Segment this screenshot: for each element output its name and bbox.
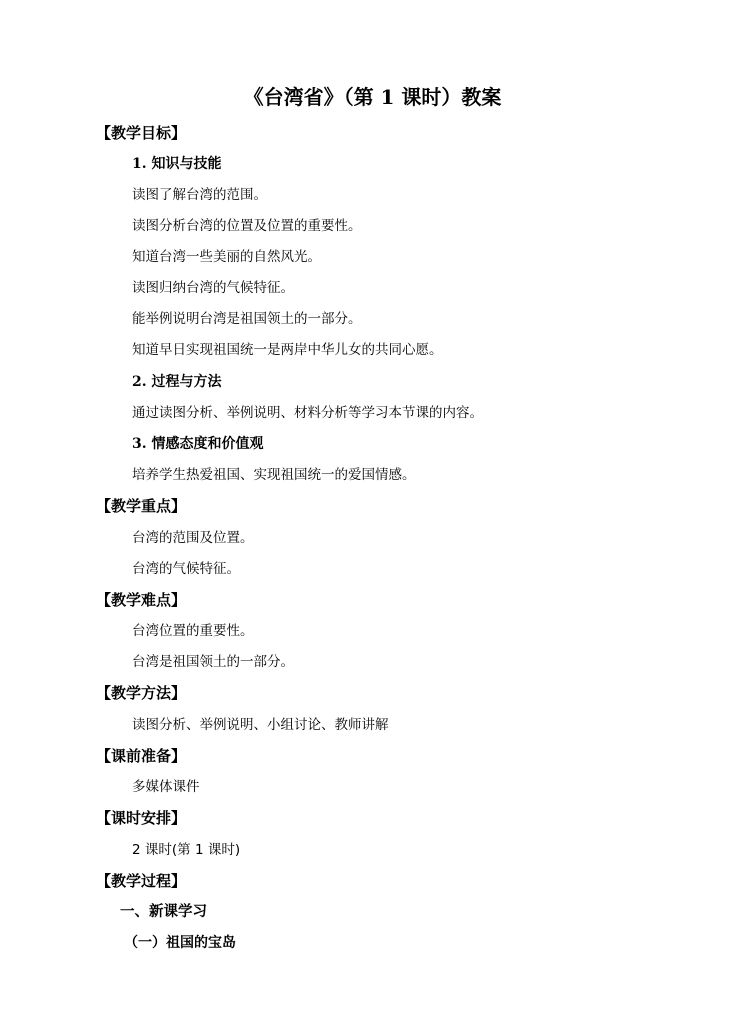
heading-teaching-objectives: 【教学目标】 [96,124,187,142]
preparation-item: 多媒体课件 [132,779,200,795]
methods-item: 读图分析、举例说明、小组讨论、教师讲解 [132,717,389,733]
heading-key-points: 【教学重点】 [96,497,187,515]
objective-item: 能举例说明台湾是祖国领土的一部分。 [132,311,362,327]
objective-item: 培养学生热爱祖国、实现祖国统一的爱国情感。 [132,467,416,483]
objective-item: 知道台湾一些美丽的自然风光。 [132,249,321,265]
subheading-attitudes-values: 3. 情感态度和价值观 [132,436,264,452]
key-point-item: 台湾的气候特征。 [132,561,240,577]
objective-item: 读图归纳台湾的气候特征。 [132,280,294,296]
objective-item: 读图了解台湾的范围。 [132,187,267,203]
subheading-knowledge-skills: 1. 知识与技能 [132,156,222,172]
process-subpart-heading: （一）祖国的宝岛 [124,935,236,951]
process-part-heading: 一、新课学习 [120,903,207,920]
subheading-process-methods: 2. 过程与方法 [132,374,222,390]
objective-item: 读图分析台湾的位置及位置的重要性。 [132,218,362,234]
heading-teaching-methods: 【教学方法】 [96,684,187,702]
document-title: 《台湾省》（第 1 课时）教案 [243,85,502,109]
objective-item: 通过读图分析、举例说明、材料分析等学习本节课的内容。 [132,405,483,421]
schedule-item: 2 课时(第 1 课时) [132,842,241,858]
heading-schedule: 【课时安排】 [96,809,187,827]
objective-item: 知道早日实现祖国统一是两岸中华儿女的共同心愿。 [132,342,443,358]
heading-difficulties: 【教学难点】 [96,591,187,609]
heading-teaching-process: 【教学过程】 [96,872,187,890]
difficulty-item: 台湾是祖国领土的一部分。 [132,654,294,670]
heading-preparation: 【课前准备】 [96,747,187,765]
difficulty-item: 台湾位置的重要性。 [132,623,254,639]
key-point-item: 台湾的范围及位置。 [132,530,254,546]
